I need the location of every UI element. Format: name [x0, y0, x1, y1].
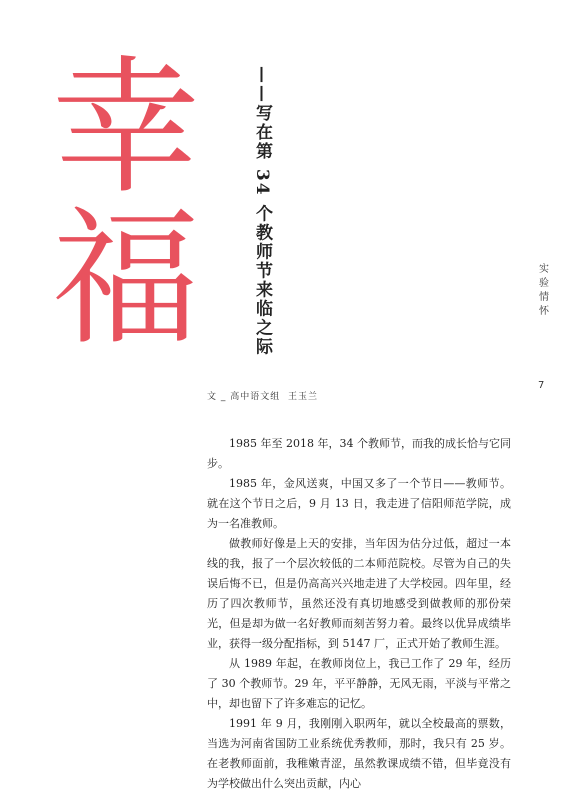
article-body — [207, 434, 511, 794]
section-label — [537, 263, 551, 319]
section-label-char: 情 — [539, 292, 549, 303]
section-label-char: 验 — [539, 278, 549, 289]
paragraph: 1985 年，金风送爽，中国又多了一个节日——教师节。就在这个节日之后，9 月 13 日，我走进了信阳师范学院，成为一名准教师。 — [207, 477, 511, 530]
section-label-char: 实 — [539, 264, 549, 275]
paragraph: 从 1989 年起，在教师岗位上，我已工作了 29 年，经历了 30 个教师节。29 年，平平静静，无风无雨，平淡与平常之中，却也留下了许多难忘的记忆。 — [207, 657, 511, 710]
title-char-1: 幸 — [52, 42, 200, 214]
paragraph: 1991 年 9 月，我刚刚入职两年，就以全校最高的票数，当选为河南省国防工业系统优秀教师，那时，我只有 25 岁。在老教师面前，我稚嫩青涩，虽然教课成绩不错，但毕竟没有为学校做出什么突出贡献，内心 — [207, 717, 511, 790]
paragraph: 做教师好像是上天的安排，当年因为估分过低，超过一本线的我，报了一个层次较低的二本师范院校。尽管为自己的失误后悔不已，但是仍高高兴兴地走进了大学校园。四年里，经历了四次教师节，虽然还没有真切地感受到做教师的那份荣光，但是却为做一名好教师而刻苦努力着。最终以优异成绩毕业，获得一级分配指标，到 5147 厂，正式开始了教师生涯。 — [207, 537, 511, 650]
page-number: 7 — [538, 380, 545, 391]
section-label-char: 怀 — [539, 306, 549, 317]
byline: 文 _ 高中语文组 王玉兰 — [207, 392, 318, 402]
title-char-2: 福 — [52, 193, 200, 365]
paragraph: 1985 年至 2018 年，34 个教师节，而我的成长恰与它同步。 — [207, 437, 511, 470]
subtitle: ——写在第 34 个教师节来临之际 — [252, 66, 272, 357]
